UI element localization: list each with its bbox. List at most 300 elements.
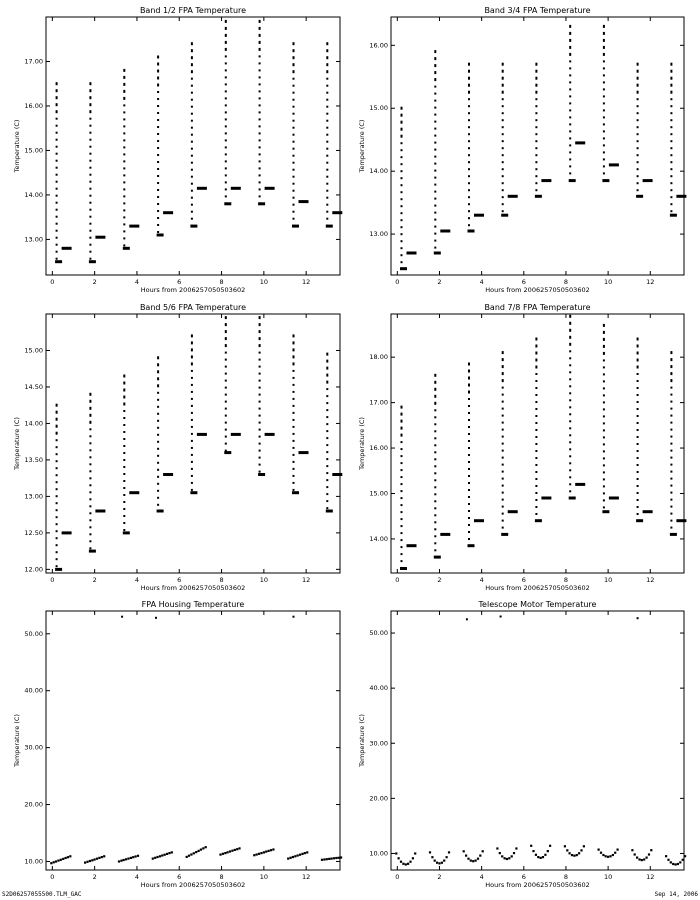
data-point [569,476,571,478]
y-tick-label: 20.00 [24,800,43,809]
data-point [157,56,159,59]
data-point [434,233,436,235]
data-point [132,856,134,858]
data-point [89,103,91,106]
data-point [569,67,571,69]
data-point [468,140,470,142]
data-point [670,63,672,66]
data-point [135,855,137,857]
data-point [446,856,448,858]
data-point [259,471,261,473]
data-point [157,441,159,443]
data-point [56,96,58,99]
data-point [535,182,537,184]
data-point [299,854,301,856]
data-point [670,214,677,217]
data-point [157,234,164,237]
data-point [123,396,125,399]
data-point [434,402,436,405]
data-point [335,857,337,859]
data-point [434,71,436,74]
data-point [637,126,639,128]
data-point [468,154,470,156]
data-point [259,55,261,57]
data-point [468,210,470,212]
data-point [650,849,652,851]
data-point [326,120,328,122]
data-point [191,106,193,108]
data-point [293,341,295,344]
data-point [434,198,436,200]
data-point [535,77,537,80]
data-point [259,139,261,141]
data-point [569,95,571,97]
data-point [609,163,619,166]
data-point [502,161,504,163]
data-point [468,370,470,373]
data-point [535,436,537,438]
data-point [123,69,125,72]
data-point [191,169,193,171]
data-point [468,189,470,191]
data-point [401,149,403,151]
data-point [637,119,639,121]
data-series [400,315,686,570]
data-point [258,853,260,855]
data-point [225,48,227,51]
data-point [603,102,605,104]
data-point [637,133,639,135]
data-point [89,188,91,190]
data-point [89,260,96,263]
data-point [637,70,639,73]
data-point [191,218,193,220]
data-point [571,854,573,856]
data-point [468,70,470,73]
data-point [401,525,403,527]
data-point [434,156,436,158]
data-point [434,500,436,502]
data-point [670,140,672,142]
data-point [603,436,605,438]
data-point [465,855,467,857]
data-point [569,371,571,373]
data-point [468,538,470,540]
data-point [395,852,397,854]
data-point [55,260,62,263]
data-point [575,141,585,144]
data-point [434,507,436,509]
data-point [569,179,576,182]
data-point [89,550,96,553]
data-point [326,127,328,129]
data-point [468,168,470,170]
data-point [502,351,504,354]
data-point [468,531,470,533]
data-point [676,195,686,198]
data-point [56,502,58,504]
data-point [293,190,295,192]
data-point [603,401,605,403]
data-point [157,469,159,471]
data-point [191,211,193,213]
data-point [225,373,227,375]
data-point [569,385,571,387]
data-point [191,489,193,491]
data-point [157,490,159,492]
data-point [603,158,605,160]
data-point [191,348,193,351]
data-point [535,415,537,417]
data-point [401,420,403,423]
chart-title: Telescope Motor Temperature [478,600,597,609]
data-point [603,151,605,153]
data-point [603,46,605,49]
data-point [89,414,91,417]
data-point [229,850,231,852]
data-point [56,432,58,435]
x-tick-label: 10 [259,576,268,584]
y-tick-label: 14.00 [369,534,388,543]
data-point [636,519,643,522]
data-point [569,399,571,401]
data-point [191,405,193,407]
data-point [157,189,159,191]
data-point [53,861,55,863]
data-point [401,511,403,513]
data-point [191,148,193,150]
data-point [89,463,91,465]
y-tick-label: 10.00 [24,857,43,866]
data-point [293,440,295,442]
data-point [293,183,295,185]
data-point [603,478,605,480]
data-point [468,119,470,121]
data-point [468,84,470,87]
data-point [434,493,436,495]
x-tick-label: 12 [646,278,655,286]
x-tick-label: 4 [479,278,484,286]
x-tick-label: 2 [92,576,97,584]
data-point [62,531,72,534]
plot-frame [391,611,684,870]
data-point [535,519,542,522]
data-point [259,195,261,197]
y-axis-label: Temperature (C) [13,714,21,767]
data-point [603,165,605,167]
data-point [670,443,672,445]
data-point [326,99,328,101]
data-point [259,167,261,169]
data-point [56,202,58,204]
data-point [225,160,227,162]
data-point [191,204,193,206]
data-point [643,510,653,513]
data-point [569,406,571,408]
data-point [637,485,639,487]
y-tick-label: 13.00 [369,230,388,239]
data-point [89,407,91,410]
data-point [637,366,639,369]
data-point [272,848,274,850]
data-point [259,34,261,37]
x-tick-label: 0 [395,576,400,584]
data-point [502,401,504,403]
data-point [401,476,403,478]
data-point [89,181,91,183]
data-point [157,231,159,233]
data-point [603,429,605,431]
data-point [499,852,501,854]
data-point [123,237,125,239]
data-point [123,202,125,204]
data-point [504,857,506,859]
data-point [191,398,193,400]
data-point [401,553,403,555]
data-point [259,352,261,354]
data-point [123,125,125,127]
data-point [299,200,309,203]
data-point [191,440,193,442]
data-point [535,189,537,191]
data-point [401,226,403,228]
y-tick-label: 50.00 [369,629,388,638]
data-point [541,497,551,500]
data-point [326,70,328,73]
data-point [326,169,328,171]
data-point [157,497,159,499]
data-point [326,148,328,150]
data-point [479,855,481,857]
data-point [123,230,125,232]
data-series [400,25,686,270]
data-point [637,443,639,445]
data-point [89,484,91,486]
data-point [569,109,571,111]
data-point [89,132,91,134]
data-point [86,861,88,863]
data-point [401,107,403,110]
data-point [677,863,679,865]
data-point [603,67,605,69]
data-point [56,153,58,155]
data-point [258,202,265,205]
data-point [123,515,125,517]
data-point [191,468,193,470]
data-point [434,50,436,53]
data-point [468,384,470,387]
data-point [191,377,193,379]
data-point [502,372,504,375]
data-point [62,858,64,860]
data-point [270,849,272,851]
data-point [95,236,105,239]
data-point [326,510,333,513]
data-point [326,388,328,390]
data-point [605,855,607,857]
data-point [670,126,672,128]
data-point [434,107,436,109]
data-point [224,852,226,854]
x-tick-label: 12 [646,873,655,881]
data-point [434,191,436,193]
data-point [401,518,403,520]
data-point [265,187,275,190]
y-axis-label: Temperature (C) [358,714,366,767]
data-point [157,356,159,359]
data-point [569,144,571,146]
data-point [617,849,619,851]
data-point [468,461,470,463]
data-point [191,370,193,372]
x-axis-label: Hours from 2006257050503602 [485,286,590,294]
data-point [401,212,403,214]
data-point [259,323,261,326]
data-point [434,78,436,81]
data-point [225,174,227,176]
data-point [603,95,605,97]
data-point [496,847,498,849]
data-point [191,482,193,484]
data-point [89,477,91,479]
data-point [637,506,639,508]
data-point [227,851,229,853]
data-point [637,84,639,87]
data-point [332,473,342,476]
data-point [293,334,295,337]
data-point [326,374,328,377]
data-point [637,112,639,114]
data-point [637,415,639,417]
data-point [434,86,436,88]
data-point [56,132,58,134]
x-tick-label: 12 [302,576,311,584]
data-point [401,198,403,200]
data-point [191,63,193,66]
data-point [69,855,71,857]
chart-title: Band 7/8 FPA Temperature [484,303,591,312]
data-point [225,323,227,326]
data-point [549,845,551,847]
data-point [225,55,227,57]
data-point [434,247,436,249]
data-point [89,244,91,246]
data-point [123,480,125,482]
data-point [62,247,72,250]
data-point [569,123,571,125]
data-point [583,845,585,847]
data-point [502,98,504,100]
data-point [637,105,639,107]
data-point [468,91,470,94]
data-point [670,84,672,87]
data-point [670,112,672,114]
data-point [603,324,605,327]
data-point [569,378,571,380]
data-point [157,399,159,401]
data-series [55,20,342,263]
data-point [293,362,295,365]
data-point [405,863,407,865]
data-point [293,384,295,386]
data-point [157,377,159,380]
data-point [56,481,58,483]
data-point [293,176,295,178]
data-point [603,464,605,466]
data-point [56,439,58,441]
data-point [224,202,231,205]
x-tick-label: 4 [134,278,140,286]
data-point [436,862,438,864]
data-point [535,168,537,170]
data-point [434,114,436,116]
data-point [225,27,227,30]
data-point [434,514,436,516]
data-point [535,119,537,121]
data-point [603,373,605,375]
data-point [684,855,686,857]
data-point [401,191,403,193]
data-point [191,78,193,80]
data-point [670,499,672,501]
data-point [259,97,261,99]
data-point [402,863,404,865]
data-point [231,850,233,852]
data-point [293,211,295,213]
data-point [502,77,504,80]
data-point [670,365,672,368]
data-point [401,497,403,499]
data-point [191,447,193,449]
data-point [157,413,159,415]
data-point [168,852,170,854]
y-axis-label: Temperature (C) [13,417,21,470]
data-point [259,359,261,361]
y-tick-label: 14.00 [24,190,43,199]
data-point [600,852,602,854]
data-point [157,140,159,142]
data-point [502,182,504,184]
data-point [56,139,58,141]
data-point [259,464,261,466]
data-point [190,853,192,855]
data-point [123,118,125,120]
data-point [157,420,159,422]
data-point [157,182,159,184]
data-point [438,862,440,864]
data-point [326,183,328,185]
data-point [400,267,407,270]
data-point [259,132,261,134]
data-point [609,855,611,857]
y-tick-label: 10.00 [369,849,388,858]
data-point [502,387,504,389]
data-point [123,403,125,406]
data-point [468,161,470,163]
data-point [502,429,504,431]
data-point [637,182,639,184]
data-point [123,83,125,86]
data-point [569,852,571,854]
data-point [670,422,672,424]
data-point [326,106,328,108]
data-point [56,188,58,190]
data-point [89,89,91,92]
data-point [161,854,163,856]
data-point [195,851,197,853]
x-tick-label: 2 [437,576,442,584]
data-point [123,531,130,534]
